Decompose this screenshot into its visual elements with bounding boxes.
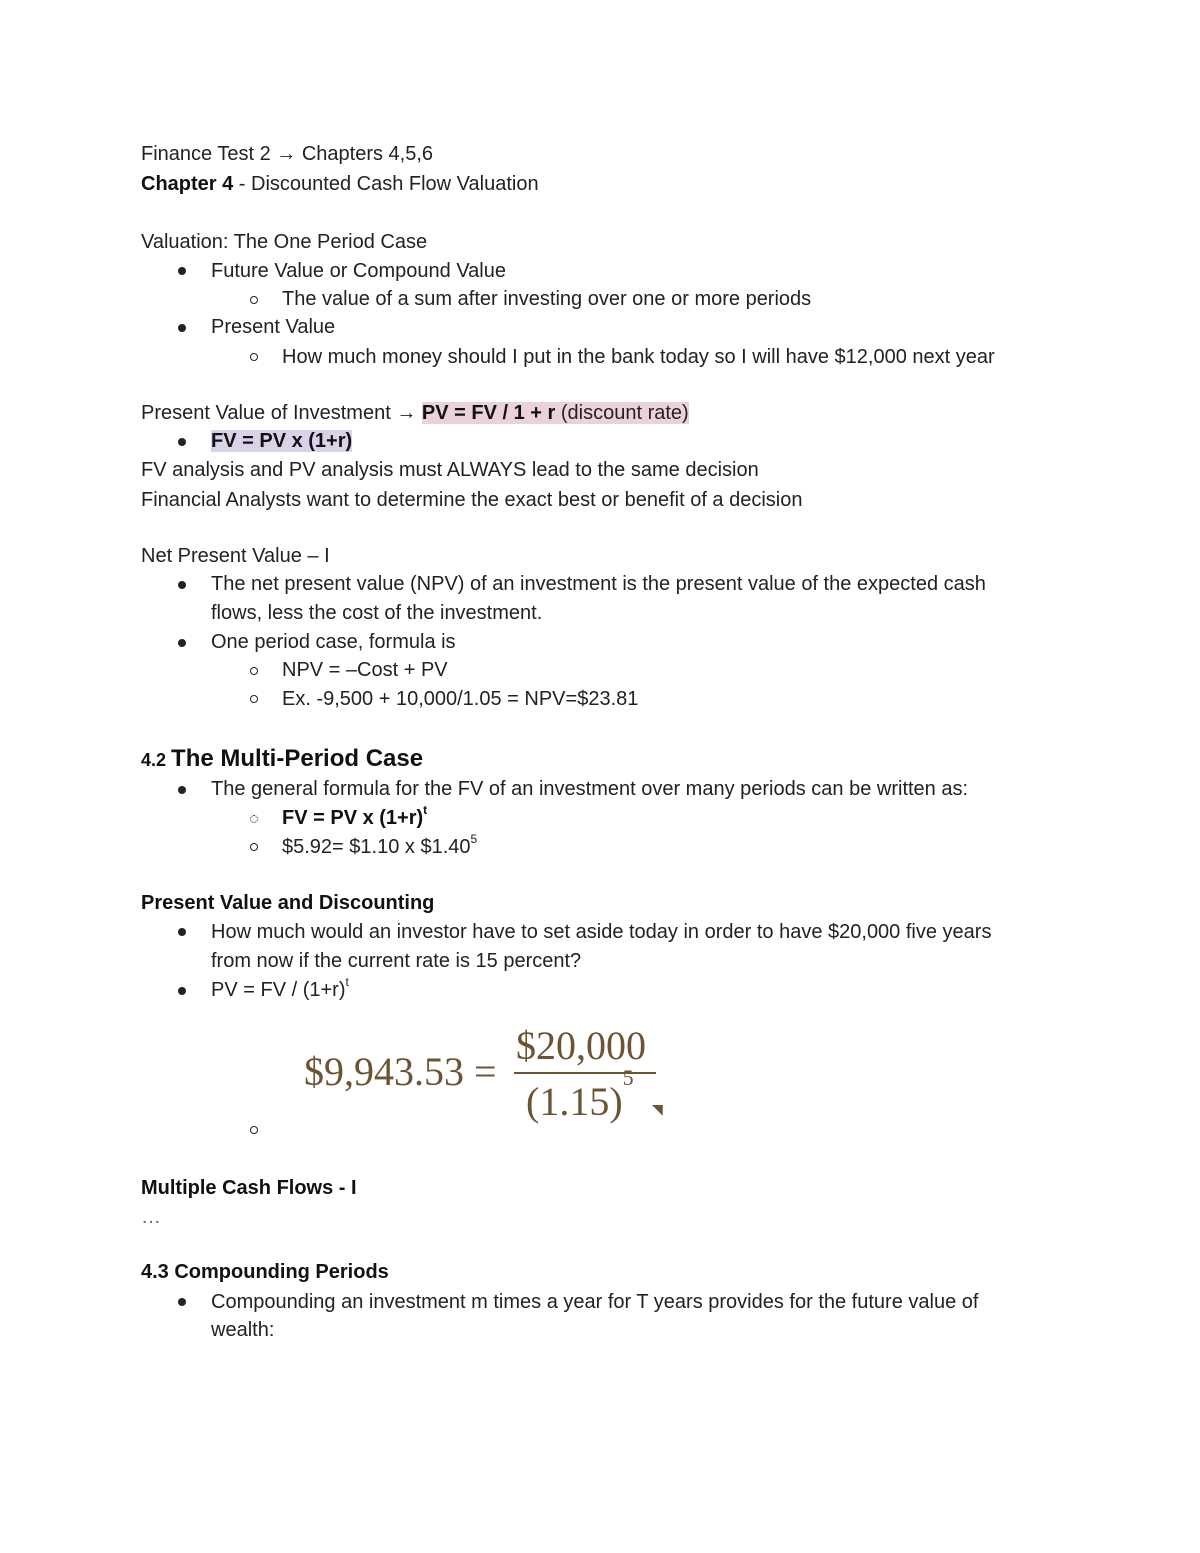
- formula-denominator-exponent: 5: [622, 1064, 634, 1090]
- pv-formula-exponent: t: [345, 975, 349, 990]
- npv-def-line2: flows, less the cost of the investment.: [211, 602, 543, 624]
- bullet-icon: [178, 1298, 186, 1306]
- npv-heading: Net Present Value – I: [141, 545, 330, 567]
- hollow-bullet-icon: [250, 695, 258, 703]
- general-formula-text: The general formula for the FV of an investment over many periods can be written as:: [211, 778, 969, 800]
- compounding-line1: Compounding an investment m times a year for T years provides for the future value of: [211, 1291, 979, 1313]
- pv-investment-formula: PV = FV / 1 + r: [421, 402, 556, 424]
- multiple-cash-flows-heading: Multiple Cash Flows - I: [141, 1177, 357, 1199]
- doc-title: Finance Test 2 → Chapters 4,5,6: [141, 143, 434, 165]
- pv-formula-base: PV = FV / (1+r): [211, 979, 346, 1001]
- section-4-2-number: 4.2: [141, 750, 172, 770]
- hollow-bullet-icon: [250, 353, 258, 361]
- fv-bullet-text: Future Value or Compound Value: [211, 260, 506, 282]
- fv-pv-note: FV analysis and PV analysis must ALWAYS lead to the same decision: [141, 459, 759, 481]
- formula-denominator: [526, 1064, 634, 1125]
- npv-formula-text: NPV = –Cost + PV: [282, 659, 448, 681]
- section-4-3-heading: 4.3 Compounding Periods: [141, 1261, 389, 1283]
- one-period-text: One period case, formula is: [211, 631, 456, 653]
- section-4-2-heading: [141, 744, 423, 775]
- formula-numerator: $20,000: [516, 1023, 646, 1068]
- fv-multi-base: FV = PV x (1+r): [282, 807, 424, 829]
- hollow-bullet-icon: [250, 667, 258, 675]
- pv-investment-suffix: (discount rate): [555, 402, 689, 424]
- pv-discounting-heading: Present Value and Discounting: [141, 892, 435, 914]
- fv-formula-line: [211, 429, 352, 453]
- ellipsis-text: …: [141, 1206, 161, 1228]
- npv-example-text: Ex. -9,500 + 10,000/1.05 = NPV=$23.81: [282, 688, 639, 710]
- bullet-icon: [178, 987, 186, 995]
- example-calc: [282, 832, 478, 859]
- fv-sub-text: The value of a sum after investing over one or more periods: [282, 288, 812, 310]
- chapter-4-heading: [141, 172, 539, 196]
- hollow-bullet-icon: [250, 843, 258, 851]
- npv-def-line1: The net present value (NPV) of an investment is the present value of the expected cash: [211, 573, 986, 595]
- pv-formula-image: [300, 1022, 670, 1130]
- hollow-bullet-icon: [250, 296, 258, 304]
- fv-multi-exponent: t: [423, 803, 428, 818]
- example-calc-exponent: 5: [470, 832, 478, 847]
- bullet-icon: [178, 928, 186, 936]
- section-4-2-title: The Multi-Period Case: [171, 745, 424, 772]
- bullet-icon: [178, 267, 186, 275]
- resize-handle-icon: ◥: [652, 1103, 663, 1118]
- bullet-icon: [178, 581, 186, 589]
- fraction-bar: [514, 1072, 656, 1074]
- investor-question-line2: from now if the current rate is 15 percent?: [211, 950, 582, 972]
- bullet-icon: [178, 786, 186, 794]
- analysts-note: Financial Analysts want to determine the exact best or benefit of a decision: [141, 489, 803, 511]
- chapter-4-label: Chapter 4: [141, 173, 234, 195]
- formula-lhs: $9,943.53 =: [304, 1049, 497, 1094]
- pv-formula: [211, 975, 349, 1002]
- compounding-line2: wealth:: [211, 1319, 275, 1341]
- formula-denominator-base: (1.15): [526, 1079, 623, 1124]
- bullet-icon: [178, 639, 186, 647]
- bullet-icon: [178, 438, 186, 446]
- pv-sub-text: How much money should I put in the bank today so I will have $12,000 next year: [282, 346, 995, 368]
- example-calc-base: $5.92= $1.10 x $1.40: [282, 836, 471, 858]
- hollow-bullet-icon: [250, 1126, 258, 1134]
- pv-investment-highlight: [422, 402, 689, 424]
- bullet-icon: [178, 324, 186, 332]
- fv-formula-text: FV = PV x (1+r): [211, 430, 353, 452]
- valuation-heading: Valuation: The One Period Case: [141, 231, 428, 253]
- pv-investment-line: [141, 401, 689, 425]
- pv-bullet-text: Present Value: [211, 316, 336, 338]
- investor-question-line1: How much would an investor have to set aside today in order to have $20,000 five years: [211, 921, 992, 943]
- fv-multi-formula: [282, 803, 428, 830]
- hollow-bullet-icon: [250, 815, 258, 823]
- chapter-4-subtitle: - Discounted Cash Flow Valuation: [233, 173, 539, 195]
- pv-investment-prefix: Present Value of Investment →: [141, 402, 422, 424]
